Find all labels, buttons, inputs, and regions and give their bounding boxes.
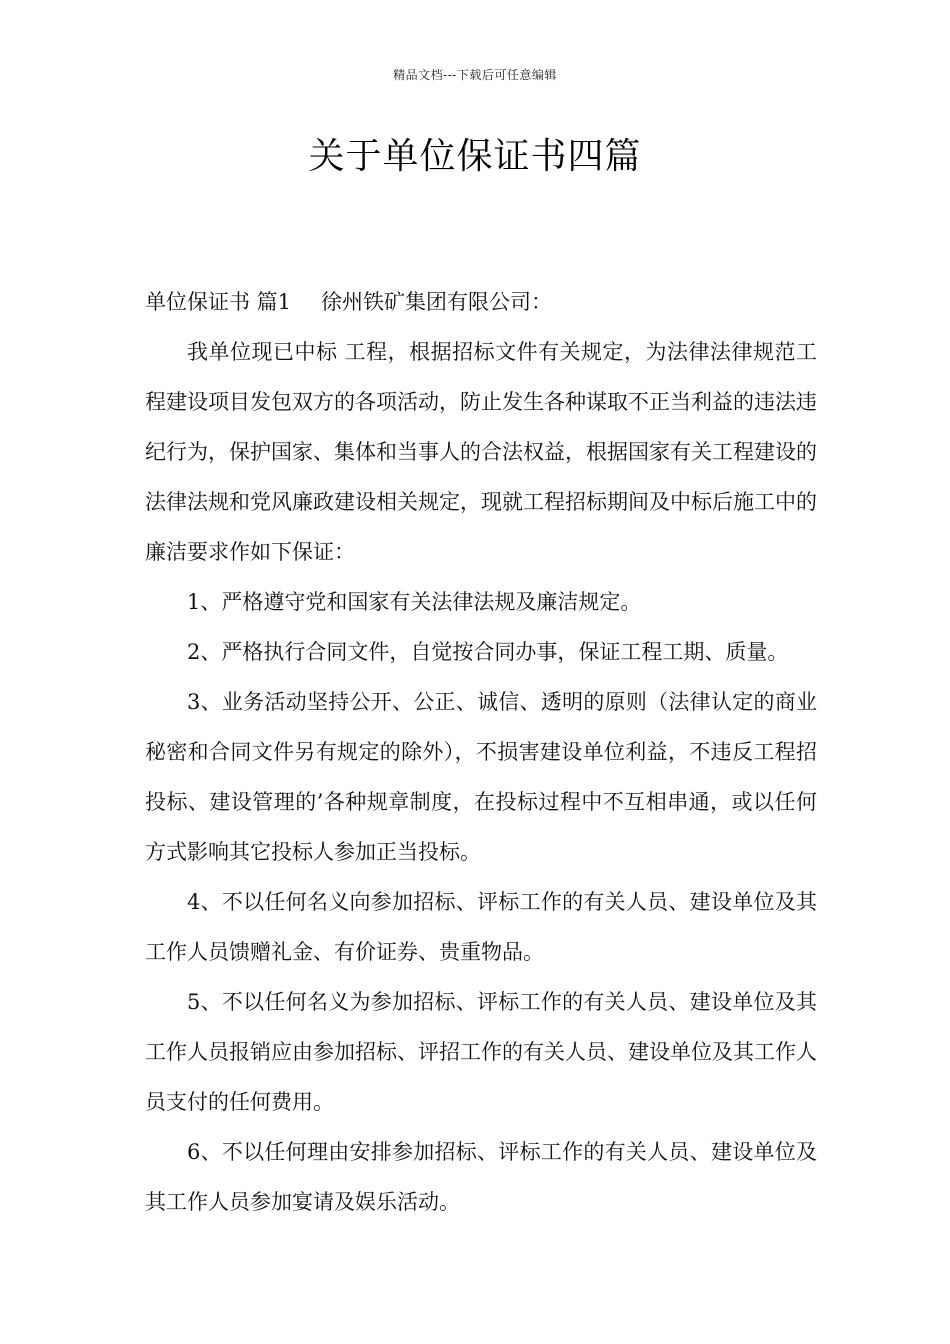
document-body [145, 277, 817, 1227]
paragraph-item-4: 4、不以任何名义向参加招标、评标工作的有关人员、建设单位及其工作人员馈赠礼金、有价证券、贵重物品。 [145, 890, 817, 964]
paragraph-item-3: 3、业务活动坚持公开、公正、诚信、透明的原则（法律认定的商业秘密和合同文件另有规定的除外），不损害建设单位利益，不违反工程招投标、建设管理的’各种规章制度，在投标过程中不互相串通，或以任何方式影响其它投标人参加正当投标。 [145, 690, 817, 864]
section-heading [145, 277, 817, 327]
document-title: 关于单位保证书四篇 [308, 136, 642, 177]
paragraph-item-1: 1、严格遵守党和国家有关法律法规及廉洁规定。 [187, 590, 642, 614]
paragraph-item-6: 6、不以任何理由安排参加招标、评标工作的有关人员、建设单位及其工作人员参加宴请及娱乐活动。 [145, 1140, 817, 1214]
paragraph-item-2: 2、严格执行合同文件，自觉按合同办事，保证工程工期、质量。 [187, 640, 789, 664]
section-label: 单位保证书 篇1 [145, 290, 292, 314]
paragraph-item-5: 5、不以任何名义为参加招标、评标工作的有关人员、建设单位及其工作人员报销应由参加招标、评招工作的有关人员、建设单位及其工作人员支付的任何费用。 [145, 990, 817, 1114]
paragraph-intro: 我单位现已中标 工程，根据招标文件有关规定，为法律法律规范工程建设项目发包双方的各项活动，防止发生各种谋取不正当利益的违法违纪行为，保护国家、集体和当事人的合法权益，根据国家有关工程建设的法律法规和党风廉政建设相关规定，现就工程招标期间及中标后施工中的廉洁要求作如下保证： [145, 340, 817, 564]
addressee: 徐州铁矿集团有限公司： [321, 290, 553, 314]
header-note: 精品文档---下载后可任意编辑 [393, 68, 557, 82]
